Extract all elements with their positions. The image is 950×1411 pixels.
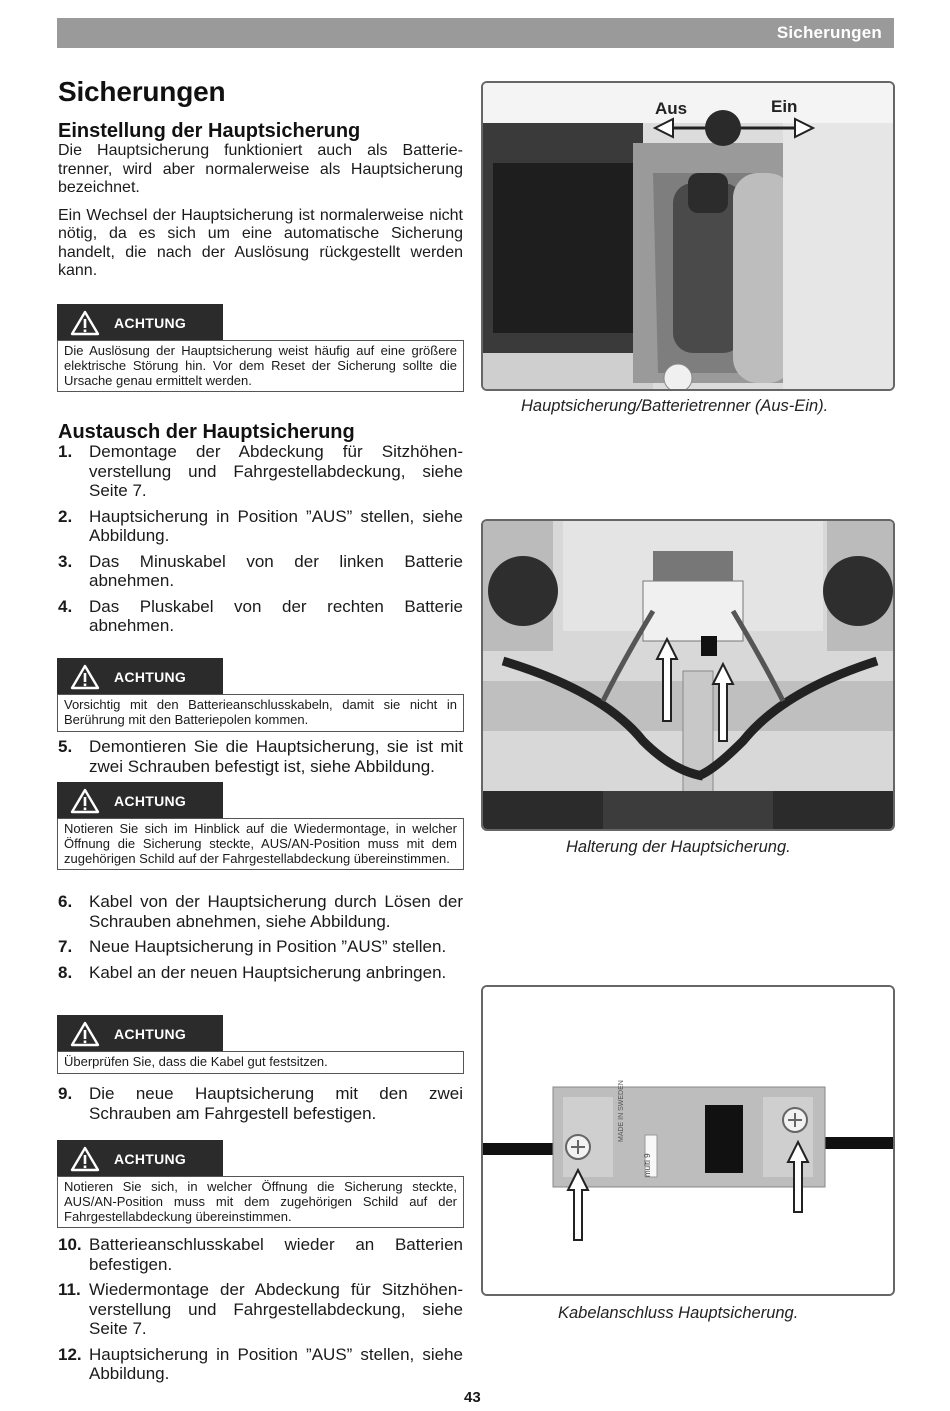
label-on: Ein (771, 97, 798, 116)
step-number: 12. (58, 1344, 82, 1364)
steps-list-2 (58, 737, 463, 782)
setting-section (58, 120, 463, 281)
setting-heading: Einstellung der Hauptsicherung (58, 120, 361, 142)
warning-tag (57, 1015, 223, 1051)
fuse-cable-illustration (483, 987, 895, 1296)
warning-label: ACHTUNG (114, 1026, 187, 1042)
step-number: 2. (58, 506, 73, 526)
fuse-mount-illustration (483, 521, 895, 831)
warning-label: ACHTUNG (114, 315, 187, 331)
step-number: 5. (58, 737, 73, 756)
figure-caption-2: Halterung der Hauptsicherung. (566, 838, 791, 856)
figure-circuit-breaker-photo (481, 81, 895, 391)
step-number: 4. (58, 596, 73, 616)
step-item (58, 737, 463, 776)
step-number: 1. (58, 442, 73, 461)
warning-text: Notieren Sie sich, in welcher Öffnung die Sicherung steckte, AUS/AN-Position muss mit dem zugehörigen Schild auf der Fahrgestellabdeckung übereinstimmen. (57, 1176, 464, 1228)
warning-block-5 (57, 1140, 464, 1228)
warning-triangle-icon (70, 1021, 100, 1047)
step-text: Das Pluskabel von der rechten Batterie abnehmen. (89, 596, 463, 635)
warning-triangle-icon (70, 310, 100, 336)
warning-label: ACHTUNG (114, 1151, 187, 1167)
step-number: 6. (58, 892, 73, 911)
step-item (58, 937, 463, 957)
circuit-breaker-illustration (483, 83, 895, 391)
warning-tag (57, 304, 223, 340)
step-item (58, 1280, 463, 1339)
warning-label: ACHTUNG (114, 793, 187, 809)
step-text: Hauptsicherung in Position ”AUS” stellen, siehe Abbildung. (89, 506, 463, 545)
warning-block-3 (57, 782, 464, 870)
warning-text: Notieren Sie sich im Hinblick auf die Wiedermontage, in welcher Öffnung die Sicherung steckte, AUS/AN-Position muss mit dem zugehörigen Schild auf der Fahrgestellabdeckung übereinstimmen. (57, 818, 464, 870)
warning-triangle-icon (70, 664, 100, 690)
warning-triangle-icon (70, 788, 100, 814)
section-header-bar (57, 18, 894, 48)
replace-heading: Austausch der Hauptsicherung (58, 421, 355, 443)
step-number: 11. (58, 1280, 81, 1299)
step-number: 9. (58, 1084, 73, 1103)
warning-text: Überprüfen Sie, dass die Kabel gut festsitzen. (57, 1051, 464, 1074)
steps-list-1 (58, 442, 463, 642)
warning-block-1 (57, 304, 464, 392)
step-text: Die neue Hauptsicherung mit den zwei Schrauben am Fahrgestell befestigen. (89, 1084, 463, 1123)
step-number: 8. (58, 962, 73, 982)
step-text: Hauptsicherung in Position ”AUS” stellen, siehe Abbildung. (89, 1344, 463, 1383)
steps-list-3 (58, 892, 463, 988)
figure-fuse-mount-photo (481, 519, 895, 831)
figure-caption-1: Hauptsicherung/Batterietrenner (Aus-Ein). (521, 397, 829, 415)
warning-tag (57, 1140, 223, 1176)
step-item (58, 442, 463, 501)
step-item (58, 507, 463, 546)
step-text: Demontieren Sie die Hauptsicherung, sie ist mit zwei Schrauben befestigt ist, siehe Abbildung. (89, 737, 463, 776)
step-number: 7. (58, 937, 73, 956)
step-text: Das Minuskabel von der linken Batterie abnehmen. (89, 551, 463, 590)
step-text: Batterieanschlusskabel wieder an Batterien befestigen. (89, 1235, 463, 1274)
step-item (58, 1235, 463, 1274)
setting-paragraph-2: Ein Wechsel der Hauptsicherung ist normalerweise nicht nötig, da es sich um eine automatische Sicherung handelt, die nach der Auslösung rückgestellt werden kann. (58, 206, 463, 279)
step-text: Neue Hauptsicherung in Position ”AUS” stellen. (89, 937, 447, 956)
fuse-marking: multi 9 (643, 1153, 652, 1177)
step-text: Kabel von der Hauptsicherung durch Lösen der Schrauben abnehmen, siehe Abbildung. (89, 892, 463, 931)
figure-caption-3: Kabelanschluss Hauptsicherung. (558, 1304, 799, 1322)
step-number: 10. (58, 1235, 82, 1254)
step-number: 3. (58, 551, 73, 571)
warning-triangle-icon (70, 1146, 100, 1172)
step-item (58, 597, 463, 636)
warning-tag (57, 782, 223, 818)
steps-list-4 (58, 1084, 463, 1129)
warning-text: Vorsichtig mit den Batterieanschlusskabeln, damit sie nicht in Berührung mit den Batteriepolen kommen. (57, 694, 464, 732)
section-header-title: Sicherungen (776, 23, 882, 42)
warning-block-2 (57, 658, 464, 732)
step-text: Wiedermontage der Abdeckung für Sitzhöhen-verstellung und Fahrgestellabdeckung, siehe Seite 7. (89, 1280, 463, 1338)
step-item (58, 552, 463, 591)
steps-list-5 (58, 1235, 463, 1390)
page-number: 43 (464, 1389, 481, 1406)
replace-section (58, 421, 463, 443)
warning-text: Die Auslösung der Hauptsicherung weist häufig auf eine größere elektrische Störung hin. Vor dem Reset der Sicherung sollte die Ursache genau ermittelt werden. (57, 340, 464, 392)
warning-tag (57, 658, 223, 694)
step-item (58, 892, 463, 931)
step-text: Demontage der Abdeckung für Sitzhöhen-verstellung und Fahrgestellabdeckung, siehe Seite 7. (89, 442, 463, 500)
warning-label: ACHTUNG (114, 669, 187, 685)
setting-paragraph-1: Die Hauptsicherung funktioniert auch als Batterie-trenner, wird aber normalerweise als Hauptsicherung bezeichnet. (58, 142, 463, 196)
step-item (58, 1345, 463, 1384)
step-item (58, 963, 463, 983)
step-item (58, 1084, 463, 1123)
page-title: Sicherungen (58, 76, 226, 107)
figure-fuse-cable-photo (481, 985, 895, 1296)
step-text: Kabel an der neuen Hauptsicherung anbringen. (89, 962, 447, 982)
warning-block-4 (57, 1015, 464, 1074)
fuse-label-text: MADE IN SWEDEN (618, 1080, 625, 1142)
label-off: Aus (655, 99, 688, 118)
